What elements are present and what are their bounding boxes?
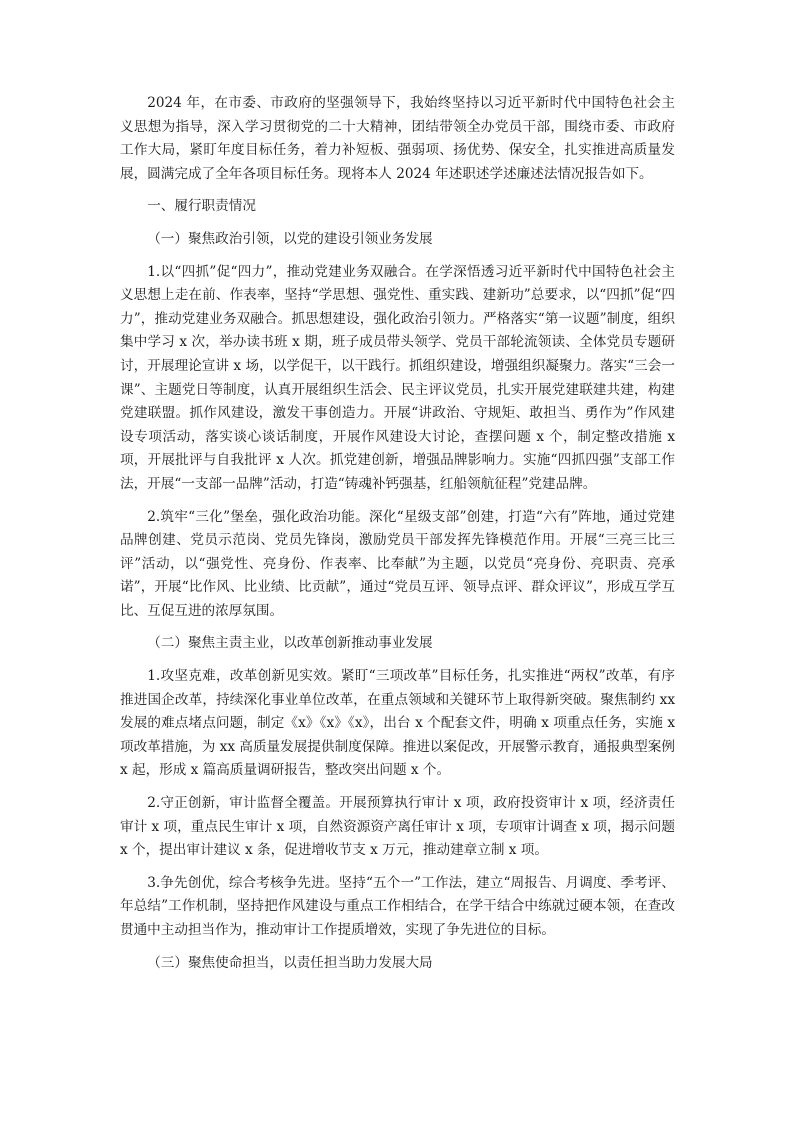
paragraph-three-fortresses: 2.筑牢“三化”堡垒，强化政治功能。深化“星级支部”创建，打造“六有”阵地，通过党建品牌创建、党员示范岗、党员先锋岗，激励党员干部发挥先锋模范作用。开展“三亮三比三评”活动，以“强党性、亮身份、作表率、比奉献”为主题，以党员“亮身份、亮职责、亮承诺”，开展“比作风、比业绩、比贡献”，通过“党员互评、领导点评、群众评议”，形成互学互比、互促互进的浓厚氛围。 (120, 508, 675, 619)
document-page (120, 92, 675, 984)
section-heading-duties: 一、履行职责情况 (147, 198, 256, 215)
intro-paragraph: 2024 年，在市委、市政府的坚强领导下，我始终坚持以习近平新时代中国特色社会主义思想为指导，深入学习贯彻党的二十大精神，团结带领全办党员干部，围绕市委、市政府工作大局，紧盯年度目标任务，着力补短板、强弱项、扬优势、保安全，扎实推进高质量发展，圆满完成了全年各项目标任务。现将本人 2024 年述职述学述廉述法情况报告如下。 (120, 95, 675, 182)
paragraph-assessment: 3.争先创优，综合考核争先进。坚持“五个一”工作法，建立“周报告、月调度、季考评、年总结”工作机制，坚持把作风建设与重点工作相结合，在学干结合中练就过硬本领，在查改贯通中主动担当作为，推动审计工作提质增效，实现了争先进位的目标。 (120, 874, 675, 938)
subsection-heading-mission: （三）聚焦使命担当，以责任担当助力发展大局 (147, 954, 433, 971)
paragraph-four-grasps: 1.以“四抓”促“四力”，推动党建业务双融合。在学深悟透习近平新时代中国特色社会主义思想上走在前、作表率，坚持“学思想、强党性、重实践、建新功”总要求，以“四抓”促“四力”，推动党建业务双融合。抓思想建设，强化政治引领力。严格落实“第一议题”制度，组织集中学习 x 次，举办读书班 x 期，班子成员带头领学、党员干部轮流领读、全体党员专题研讨，开展理论宣讲 x 场，以学促干，以干践行。抓组织建设，增强组织凝聚力。落实“三会一课”、主题党日等制度，认真开展组织生活会、民主评议党员，扎实开展党建联建共建，构建党建联盟。抓作风建设，激发干事创造力。开展“讲政治、守规矩、敢担当、勇作为”作风建设专项活动，落实谈心谈话制度，开展作风建设大讨论，查摆问题 x 个，制定整改措施 x 项，开展批评与自我批评 x 人次。抓党建创新，增强品牌影响力。实施“四抓四强”支部工作法，开展“一支部一品牌”活动，打造“铸魂补钙强基，红船领航征程”党建品牌。 (120, 263, 675, 492)
subsection-heading-main-business: （二）聚焦主责主业，以改革创新推动事业发展 (147, 635, 433, 652)
subsection-heading-political: （一）聚焦政治引领，以党的建设引领业务发展 (147, 230, 433, 247)
paragraph-audit: 2.守正创新，审计监督全覆盖。开展预算执行审计 x 项，政府投资审计 x 项，经济责任审计 x 项，重点民生审计 x 项，自然资源资产离任审计 x 项，专项审计调查 x 项，揭示问题 x 个，提出审计建议 x 条，促进增收节支 x 万元，推动建章立制 x 项。 (120, 795, 675, 859)
paragraph-reform: 1.攻坚克难，改革创新见实效。紧盯“三项改革”目标任务，扎实推进“两权”改革，有序推进国企改革，持续深化事业单位改革，在重点领域和关键环节上取得新突破。聚焦制约 xx 发展的难点堵点问题，制定《x》《x》《x》，出台 x 个配套文件，明确 x 项重点任务，实施 x 项改革措施，为 xx 高质量发展提供制度保障。推进以案促改，开展警示教育，通报典型案例 x 起，形成 x 篇高质量调研报告，整改突出问题 x 个。 (120, 668, 675, 779)
